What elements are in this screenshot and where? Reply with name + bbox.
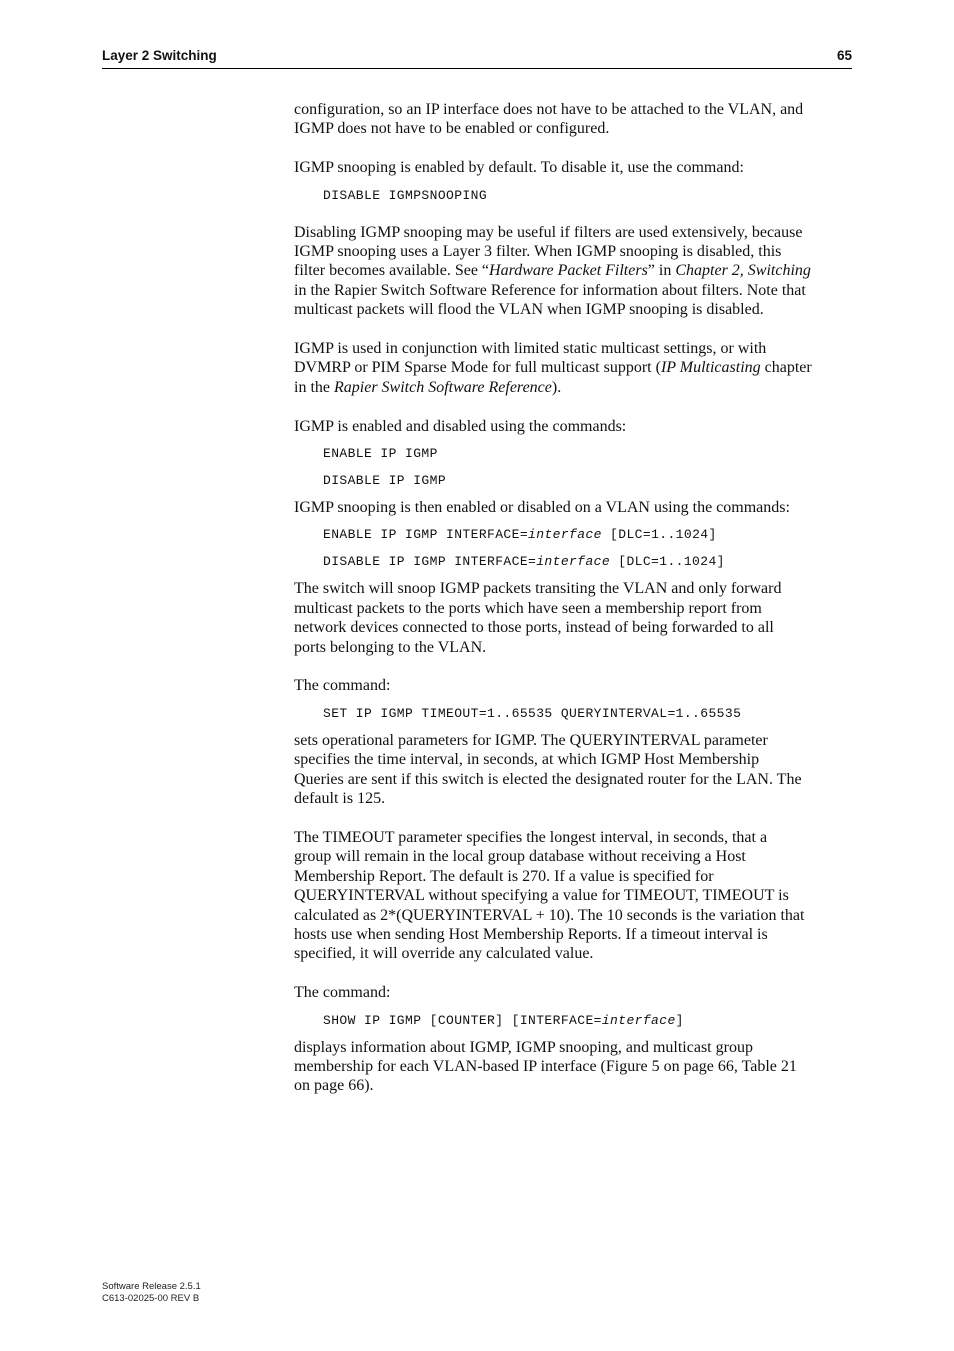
text-line: default is 125. xyxy=(294,790,386,808)
command-enable-ip-igmp-interface: ENABLE IP IGMP INTERFACE=interface [DLC=1..1024] xyxy=(323,527,717,543)
text-line: IGMP snooping uses a Layer 3 filter. When IGMP snooping is disabled, this xyxy=(294,243,782,261)
footer-doc-code: C613-02025-00 REV B xyxy=(102,1292,200,1304)
reference-hardware-packet-filters: Hardware Packet Filters xyxy=(489,262,648,280)
page-number: 65 xyxy=(836,48,852,63)
text-line: QUERYINTERVAL without specifying a value for TIMEOUT, TIMEOUT is xyxy=(294,887,789,905)
page-body xyxy=(294,100,856,1096)
text-line: network devices connected to those ports, instead of being forwarded to all xyxy=(294,619,774,637)
text-line: multicast packets will flood the VLAN when IGMP snooping is disabled. xyxy=(294,301,764,319)
text-line: IGMP is enabled and disabled using the commands: xyxy=(294,417,627,435)
text-line: IGMP snooping is enabled by default. To disable it, use the command: xyxy=(294,159,744,177)
text-line: Disabling IGMP snooping may be useful if filters are used extensively, because xyxy=(294,223,803,241)
paragraph-snooping-default xyxy=(294,158,856,177)
text-line: sets operational parameters for IGMP. The QUERYINTERVAL parameter xyxy=(294,731,768,749)
command-disable-ip-igmp-interface: DISABLE IP IGMP INTERFACE=interface [DLC=1..1024] xyxy=(323,554,725,570)
text-line: hosts use when sending Host Membership Reports. If a timeout interval is xyxy=(294,925,768,943)
section-title: Layer 2 Switching xyxy=(102,48,217,63)
footer-release: Software Release 2.5.1 xyxy=(102,1281,201,1292)
command-disable-ip-igmp: DISABLE IP IGMP xyxy=(323,473,447,489)
paragraph-timeout xyxy=(294,828,856,964)
text-line: Membership Report. The default is 270. If a value is specified for xyxy=(294,867,714,885)
paragraph-vlan-snooping xyxy=(294,498,856,517)
paragraph-the-command xyxy=(294,676,856,695)
text-line: The switch will snoop IGMP packets transiting the VLAN and only forward xyxy=(294,580,782,598)
text-line: DVMRP or PIM Sparse Mode for full multicast support (IP Multicasting chapter xyxy=(294,359,812,377)
text-line: The TIMEOUT parameter specifies the longest interval, in seconds, that a xyxy=(294,828,768,846)
paragraph-show-displays xyxy=(294,1038,856,1096)
text-line: ports belonging to the VLAN. xyxy=(294,638,487,656)
text-line: in the Rapier Switch Software Reference). xyxy=(294,378,562,396)
text-line: multicast packets to the ports which have seen a membership report from xyxy=(294,599,762,617)
text-line: filter becomes available. See “Hardware Packet Filters” in Chapter 2, Switching xyxy=(294,262,811,280)
text-line: specified, it will override any calculated value. xyxy=(294,945,594,963)
command-enable-ip-igmp: ENABLE IP IGMP xyxy=(323,446,438,462)
text-line: The command: xyxy=(294,984,391,1002)
text-line: IGMP snooping is then enabled or disabled on a VLAN using the commands: xyxy=(294,499,790,517)
paragraph-switch-snoop xyxy=(294,579,856,657)
text-line: configuration, so an IP interface does not have to be attached to the VLAN, and xyxy=(294,101,804,118)
paragraph-continuation xyxy=(294,100,856,139)
text-line: Queries are sent if this switch is elected the designated router for the LAN. The xyxy=(294,770,802,788)
reference-ip-multicasting: IP Multicasting xyxy=(660,359,761,377)
command-show-ip-igmp: SHOW IP IGMP [COUNTER] [INTERFACE=interface] xyxy=(323,1012,684,1028)
reference-chapter-switching: Chapter 2, Switching xyxy=(675,262,811,280)
paragraph-set-parameters xyxy=(294,731,856,809)
paragraph-disabling-snooping xyxy=(294,223,856,320)
text-line: in the Rapier Switch Software Reference for information about filters. Note that xyxy=(294,281,806,299)
paragraph-enable-disable xyxy=(294,417,856,436)
page-footer xyxy=(102,1281,201,1304)
text-line: calculated as 2*(QUERYINTERVAL + 10). The 10 seconds is the variation that xyxy=(294,906,805,924)
text-line: displays information about IGMP, IGMP snooping, and multicast group xyxy=(294,1038,753,1056)
command-disable-igmpsnooping: DISABLE IGMPSNOOPING xyxy=(323,187,488,203)
command-set-ip-igmp: SET IP IGMP TIMEOUT=1..65535 QUERYINTERVAL=1..65535 xyxy=(323,705,742,721)
paragraph-igmp-usage xyxy=(294,339,856,397)
page-header xyxy=(102,48,852,69)
text-line: membership for each VLAN-based IP interface (Figure 5 on page 66, Table 21 xyxy=(294,1057,797,1075)
text-line: on page 66). xyxy=(294,1077,374,1095)
reference-software-reference: Rapier Switch Software Reference xyxy=(334,378,552,396)
text-line: specifies the time interval, in seconds, at which IGMP Host Membership xyxy=(294,751,760,769)
paragraph-the-command-2 xyxy=(294,983,856,1002)
text-line: group will remain in the local group database without receiving a Host xyxy=(294,848,746,866)
text-line: IGMP does not have to be enabled or configured. xyxy=(294,120,610,138)
text-line: IGMP is used in conjunction with limited static multicast settings, or with xyxy=(294,340,767,358)
text-line: The command: xyxy=(294,677,391,695)
